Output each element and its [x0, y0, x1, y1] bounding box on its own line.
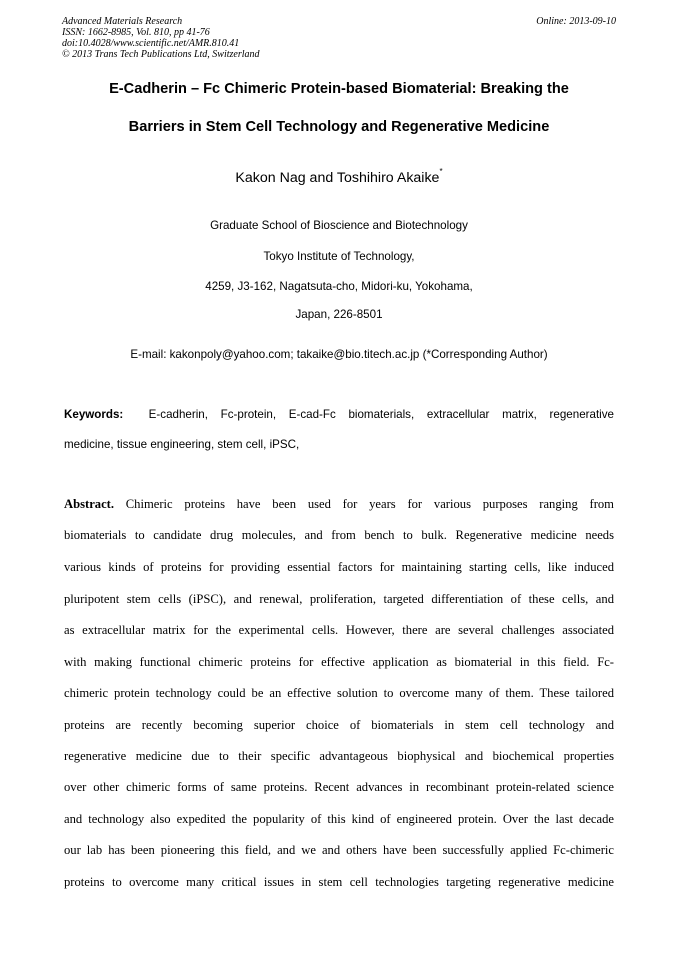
copyright-line: © 2013 Trans Tech Publications Ltd, Switzerland — [62, 49, 260, 60]
abstract-line: chimeric protein technology could be an effective solution to overcome many of them. These tailored — [64, 686, 614, 700]
issn-line: ISSN: 1662-8985, Vol. 810, pp 41-76 — [62, 27, 210, 38]
abstract-line: over other chimeric forms of same proteins. Recent advances in recombinant protein-related science — [64, 780, 614, 794]
corresponding-mark: * — [439, 167, 443, 176]
keywords-text: E-cadherin, Fc-protein, E-cad-Fc biomaterials, extracellular matrix, regenerative — [148, 408, 614, 421]
doi-line: doi:10.4028/www.scientific.net/AMR.810.41 — [62, 38, 240, 49]
abstract-line: various kinds of proteins for providing essential factors for maintaining starting cells, like induced — [64, 560, 614, 574]
paper-title-line-2: Barriers in Stem Cell Technology and Regenerative Medicine — [128, 119, 550, 135]
abstract-line: our lab has been pioneering this field, and we and others have been successfully applied Fc-chimeric — [64, 843, 614, 857]
abstract-line: with making functional chimeric proteins for effective application as biomaterial in this field. Fc- — [64, 655, 614, 669]
abstract-line: proteins to overcome many critical issues in stem cell technologies targeting regenerative medicine — [64, 875, 614, 889]
abstract-text: Chimeric proteins have been used for years for various purposes ranging from — [125, 497, 614, 511]
affiliation-line: Japan, 226-8501 — [295, 308, 383, 321]
affiliation-line: Graduate School of Bioscience and Biotechnology — [210, 219, 468, 232]
abstract-line: pluripotent stem cells (iPSC), and renewal, proliferation, targeted differentiation of these cells, and — [64, 592, 614, 606]
keywords-line — [64, 408, 614, 421]
abstract-line — [64, 497, 614, 512]
affiliation-line: Tokyo Institute of Technology, — [263, 250, 415, 263]
email-line: E-mail: kakonpoly@yahoo.com; takaike@bio.titech.ac.jp (*Corresponding Author) — [130, 348, 548, 361]
author-list — [0, 167, 678, 186]
abstract-line: as extracellular matrix for the experimental cells. However, there are several challenges associated — [64, 623, 614, 637]
abstract-line: proteins are recently becoming superior choice of biomaterials in stem cell technology and — [64, 718, 614, 732]
abstract-line: and technology also expedited the popularity of this kind of engineered protein. Over the last decade — [64, 812, 614, 826]
keywords-label: Keywords: — [64, 408, 124, 421]
abstract-label: Abstract. — [64, 497, 115, 511]
abstract-line: biomaterials to candidate drug molecules, and from bench to bulk. Regenerative medicine needs — [64, 528, 614, 542]
paper-title-line-1: E-Cadherin – Fc Chimeric Protein-based Biomaterial: Breaking the — [109, 81, 569, 97]
publication-header — [62, 16, 616, 60]
abstract-line: regenerative medicine due to their specific advantageous biophysical and biochemical properties — [64, 749, 614, 763]
journal-name: Advanced Materials Research — [62, 16, 183, 27]
keywords-line: medicine, tissue engineering, stem cell, iPSC, — [64, 438, 300, 451]
author-names: Kakon Nag and Toshihiro Akaike — [235, 170, 440, 186]
affiliation-line: 4259, J3-162, Nagatsuta-cho, Midori-ku, Yokohama, — [205, 280, 473, 293]
online-date: Online: 2013-09-10 — [536, 16, 616, 27]
